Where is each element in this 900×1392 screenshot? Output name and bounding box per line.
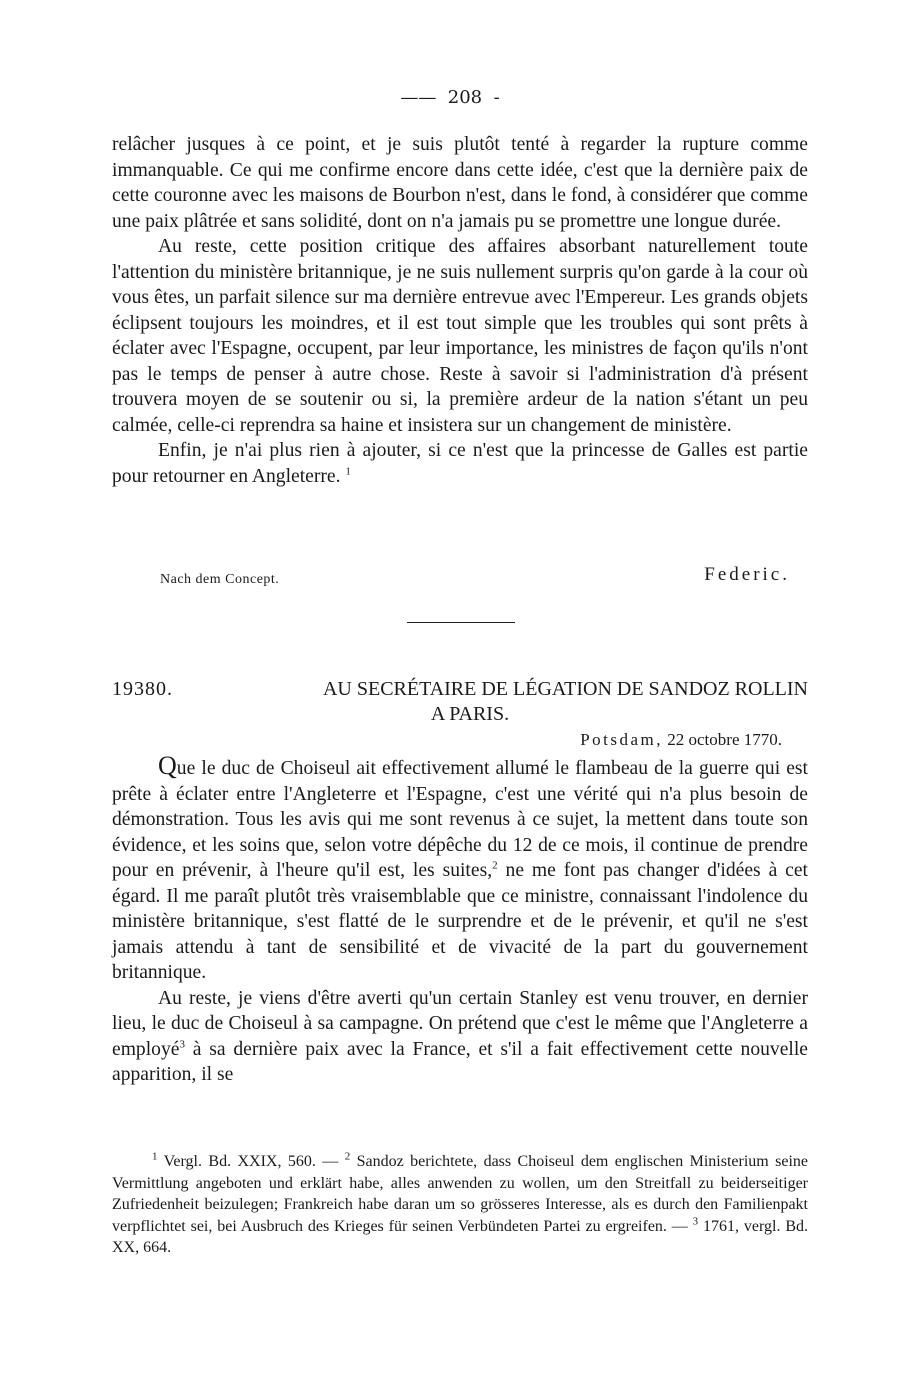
letter-body xyxy=(112,751,809,1088)
closing-row xyxy=(160,564,790,592)
section-divider xyxy=(407,622,515,623)
paragraph xyxy=(112,438,808,489)
footnote-reference: 1 xyxy=(345,464,351,477)
footnote-marker: 3 xyxy=(692,1215,699,1228)
paragraph: relâcher jusques à ce point, et je suis plutôt tenté à regarder la rupture comme immanquable. Ce qui me confirme encore dans cette idée, c'est que la dernière paix de cette couronne avec les maisons de Bourbon n'est, dans le fond, à considérer que comme une paix plâtrée et sans solidité, dont on n'a jamais pu se promettre une longue durée. xyxy=(112,134,808,232)
footnote-marker: 2 xyxy=(344,1150,351,1163)
letter-heading xyxy=(112,677,808,727)
letter-dateline xyxy=(580,730,782,750)
paragraph: Au reste, cette position critique des affaires absorbant naturellement toute l'attention du ministère britannique, je ne suis nullement surpris qu'on garde à la cour où vous êtes, un parfait silence sur ma dernière entrevue avec l'Empereur. Les grands objets éclipsent toujours les moindres, et il est tout simple que les troubles qui sont prêts à éclater avec l'Espagne, occupent, par leur importance, les ministres de façon qu'ils n'ont pas le temps de penser à autre chose. Reste à savoir si l'administration d'à présent trouvera moyen de se soutenir ou si, la première ardeur de la nation s'étant un peu calmée, celle-ci reprendra sa haine et insistera sur un changement de ministère. xyxy=(112,236,808,436)
letter-title: AU SECRÉTAIRE DE LÉGATION DE SANDOZ ROLLIN xyxy=(322,678,808,700)
paragraph-text: Enfin, je n'ai plus rien à ajouter, si ce n'est que la princesse de Galles est partie pour retourner en Angleterre. xyxy=(112,440,808,487)
page-header xyxy=(0,86,900,110)
letter-title-line2: A PARIS. xyxy=(430,703,510,725)
signature: Federic. xyxy=(704,564,790,585)
footnote-marker: 1 xyxy=(152,1150,158,1163)
paragraph-text: Au reste, je viens d'être averti qu'un certain Stanley est venu trouver, en dernier lieu, le duc de Choiseul à sa campagne. On prétend que c'est le même que l'Angleterre a employé xyxy=(112,987,808,1060)
footnote-reference: 3 xyxy=(179,1037,185,1050)
paragraph-text: ne me font pas changer d'idées à cet égard. Il me paraît plutôt très vraisemblable que ce ministre, connaissant l'indolence du ministère britannique, s'est flatté de le surprendre et de le prévenir, et qu'il ne s'est jamais attendu à tant de sensibilité et de vivacité de la part du gouvernement britannique. xyxy=(112,860,809,983)
footnotes xyxy=(112,1151,808,1259)
previous-letter-text xyxy=(112,132,808,489)
footnote-text: Sandoz berichtete, dass Choiseul dem englischen Ministerium seine Vermittlung angeboten und erklärt habe, alles anwenden zu wollen, um den Streitfall zu beiderseitiger Zufriedenheit beizulegen; Frankreich habe daran um so grösseres Interesse, als es durch den Familienpakt verpflichtet sei, bei Ausbruch des Krieges für seinen Verbündeten Partei zu ergreifen. — xyxy=(112,1153,809,1235)
footnote-reference: 2 xyxy=(492,859,498,872)
paragraph xyxy=(112,986,808,1088)
initial-letter: Q xyxy=(158,751,177,780)
paragraph xyxy=(112,751,809,986)
header-dash-right: - xyxy=(493,87,500,108)
page-number: 208 xyxy=(447,87,483,108)
concept-note: Nach dem Concept. xyxy=(160,572,280,587)
paragraph-text: à sa dernière paix avec la France, et s'il a fait effectivement cette nouvelle apparition, il se xyxy=(112,1038,808,1085)
letter-date: 22 octobre 1770. xyxy=(667,730,782,749)
footnote-text: 1761, vergl. Bd. XX, 664. xyxy=(112,1217,809,1256)
letter-place: Potsdam, xyxy=(580,730,664,749)
header-dash-left: —— xyxy=(400,87,437,108)
letter-number: 19380. xyxy=(112,678,173,700)
paragraph-text: ue le duc de Choiseul ait effectivement allumé le flambeau de la guerre qui est prête à éclater entre l'Angleterre et l'Espagne, c'est une vérité qui n'a plus besoin de démonstration. Tous les avis qui me sont revenus à ce sujet, la mettent dans toute son évidence, et les soins que, selon votre dépêche du 12 de ce mois, il continue de prendre pour en prévenir, à l'heure qu'il est, les suites, xyxy=(112,758,808,881)
footnote-text: Vergl. Bd. XXIX, 560. — xyxy=(163,1153,339,1170)
